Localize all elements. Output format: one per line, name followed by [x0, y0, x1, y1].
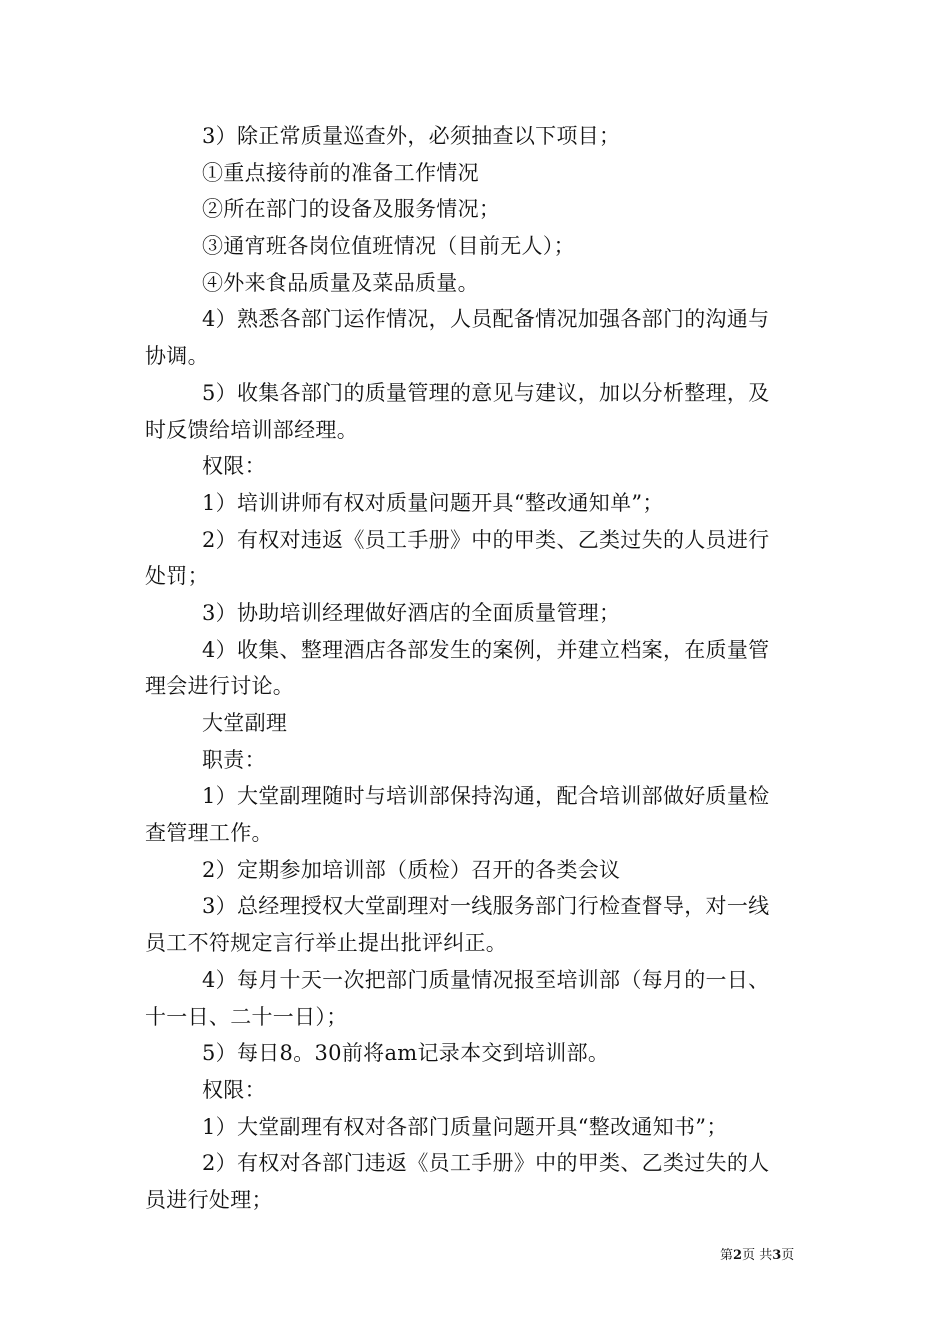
text-line: 1）大堂副理有权对各部门质量问题开具“整改通知书”； [202, 1114, 728, 1139]
text-line: 权限： [202, 1077, 266, 1102]
text-line: 2）有权对违返《员工手册》中的甲类、乙类过失的人员进行 [202, 527, 770, 552]
text-line: 3）除正常质量巡查外，必须抽查以下项目； [202, 124, 621, 148]
text-line: 权限： [202, 454, 266, 479]
text-line: 时反馈给培训部经理。 [145, 417, 358, 442]
text-line: 3）总经理授权大堂副理对一线服务部门行检查督导，对一线 [202, 894, 770, 919]
text-line: 5）收集各部门的质量管理的意见与建议，加以分析整理，及 [202, 380, 770, 405]
text-line: 4）收集、整理酒店各部发生的案例，并建立档案，在质量管 [202, 637, 770, 662]
text-line: 2）定期参加培训部（质检）召开的各类会议 [202, 857, 621, 882]
text-line: 员进行处理； [145, 1187, 273, 1212]
text-line: ④外来食品质量及菜品质量。 [202, 270, 479, 295]
text-line: 大堂副理 [202, 711, 288, 735]
text-line: ①重点接待前的准备工作情况 [202, 160, 479, 185]
text-line: 1）大堂副理随时与培训部保持沟通，配合培训部做好质量检 [202, 784, 770, 809]
footer-suffix: 页 [781, 1248, 795, 1263]
text-line: 4）熟悉各部门运作情况，人员配备情况加强各部门的沟通与 [202, 307, 770, 332]
text-line: 5）每日8。30前将am记录本交到培训部。 [202, 1041, 610, 1066]
text-line: 员工不符规定言行举止提出批评纠正。 [145, 931, 508, 956]
footer-middle: 页 共 [742, 1248, 773, 1263]
footer-total-pages: 3 [772, 1248, 782, 1263]
text-line: ②所在部门的设备及服务情况； [202, 197, 501, 222]
text-line: 1）培训讲师有权对质量问题开具“整改通知单”； [202, 490, 664, 515]
page-footer [720, 1247, 794, 1265]
text-line: 理会进行讨论。 [145, 674, 295, 699]
text-line: 查管理工作。 [145, 821, 273, 846]
text-line: 处罚； [145, 564, 209, 589]
text-line: 4）每月十天一次把部门质量情况报至培训部（每月的一日、 [202, 967, 770, 992]
text-line: ③通宵班各岗位值班情况（目前无人）； [202, 234, 575, 259]
text-line: 协调。 [145, 344, 209, 369]
text-line: 职责： [202, 747, 266, 772]
text-line: 3）协助培训经理做好酒店的全面质量管理； [202, 600, 621, 625]
text-line: 2）有权对各部门违返《员工手册》中的甲类、乙类过失的人 [202, 1151, 770, 1176]
text-line: 十一日、二十一日）； [145, 1004, 348, 1029]
footer-prefix: 第 [720, 1248, 734, 1263]
document-body [145, 118, 810, 1219]
footer-current-page: 2 [733, 1248, 743, 1263]
